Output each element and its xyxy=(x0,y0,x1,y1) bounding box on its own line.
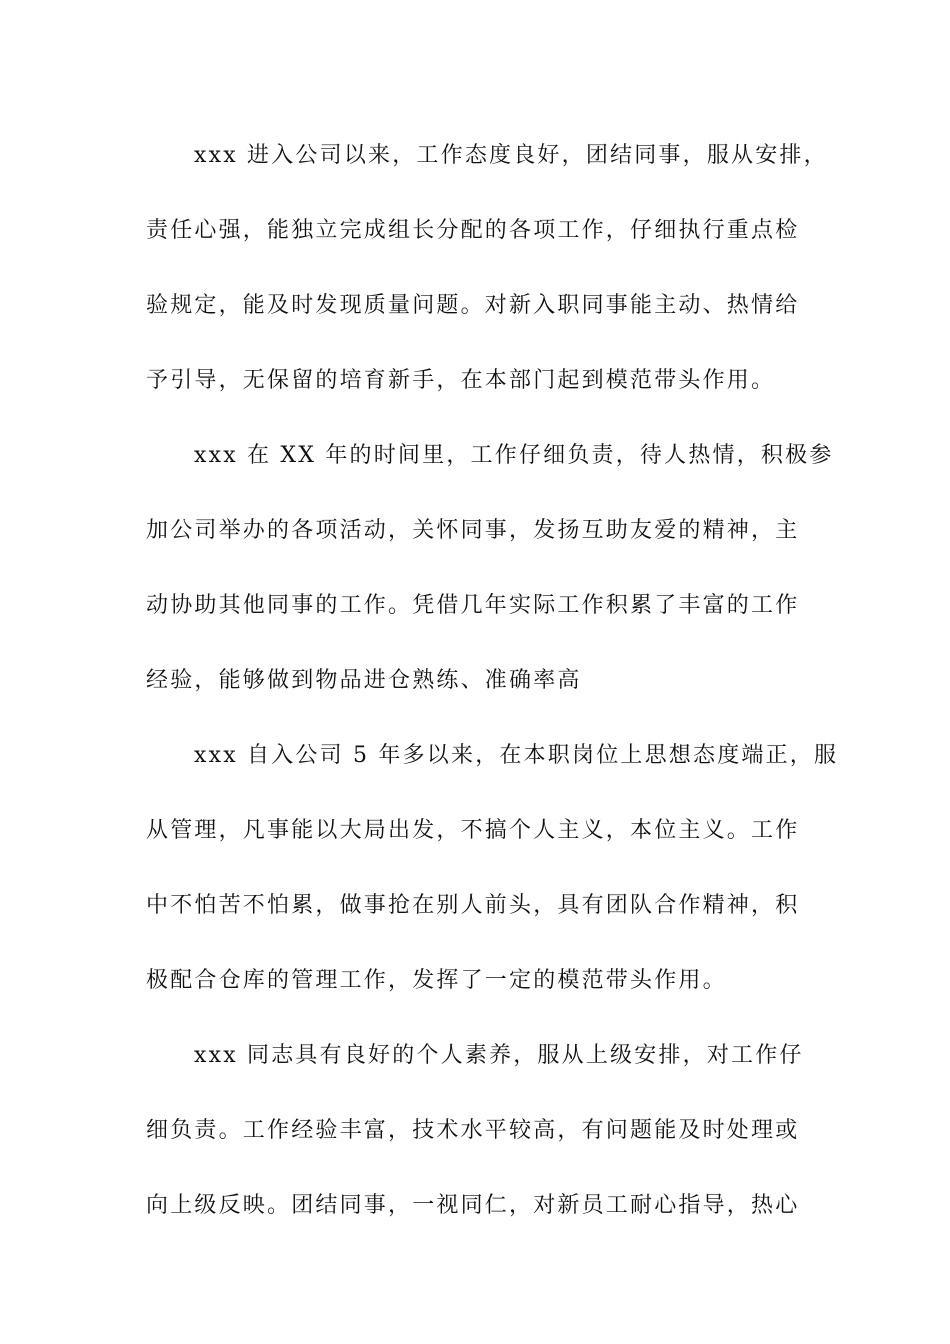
paragraph-line: 动协助其他同事的工作。凭借几年实际工作积累了丰富的工作 xyxy=(146,593,800,618)
paragraph-1 xyxy=(146,118,828,418)
paragraph-line: 验规定，能及时发现质量问题。对新入职同事能主动、热情给 xyxy=(146,293,800,318)
paragraph-4 xyxy=(146,1018,810,1243)
paragraph-line: xxx 进入公司以来，工作态度良好，团结同事，服从安排， xyxy=(194,143,828,168)
paragraph-line: 加公司举办的各项活动，关怀同事，发扬互助友爱的精神，主 xyxy=(146,518,800,543)
paragraph-2 xyxy=(146,418,834,718)
paragraph-line: 从管理，凡事能以大局出发，不搞个人主义，本位主义。工作 xyxy=(146,818,800,843)
paragraph-line: 向上级反映。团结同事，一视同仁，对新员工耐心指导，热心 xyxy=(146,1193,800,1218)
paragraph-line: xxx 在 XX 年的时间里，工作仔细负责，待人热情，积极参 xyxy=(194,443,834,468)
paragraph-line: 极配合仓库的管理工作，发挥了一定的模范带头作用。 xyxy=(146,968,727,993)
paragraph-line: 细负责。工作经验丰富，技术水平较高，有问题能及时处理或 xyxy=(146,1118,800,1143)
paragraph-line: xxx 同志具有良好的个人素养，服从上级安排，对工作仔 xyxy=(194,1043,804,1068)
paragraph-line: 经验，能够做到物品进仓熟练、准确率高 xyxy=(146,668,582,693)
paragraph-line: 责任心强，能独立完成组长分配的各项工作，仔细执行重点检 xyxy=(146,218,800,243)
paragraph-line: 中不怕苦不怕累，做事抢在别人前头，具有团队合作精神，积 xyxy=(146,893,800,918)
paragraph-line: xxx 自入公司 5 年多以来，在本职岗位上思想态度端正，服 xyxy=(194,743,839,768)
paragraph-line: 予引导，无保留的培育新手，在本部门起到模范带头作用。 xyxy=(146,368,776,393)
document-body xyxy=(146,118,839,1243)
paragraph-3 xyxy=(146,718,839,1018)
